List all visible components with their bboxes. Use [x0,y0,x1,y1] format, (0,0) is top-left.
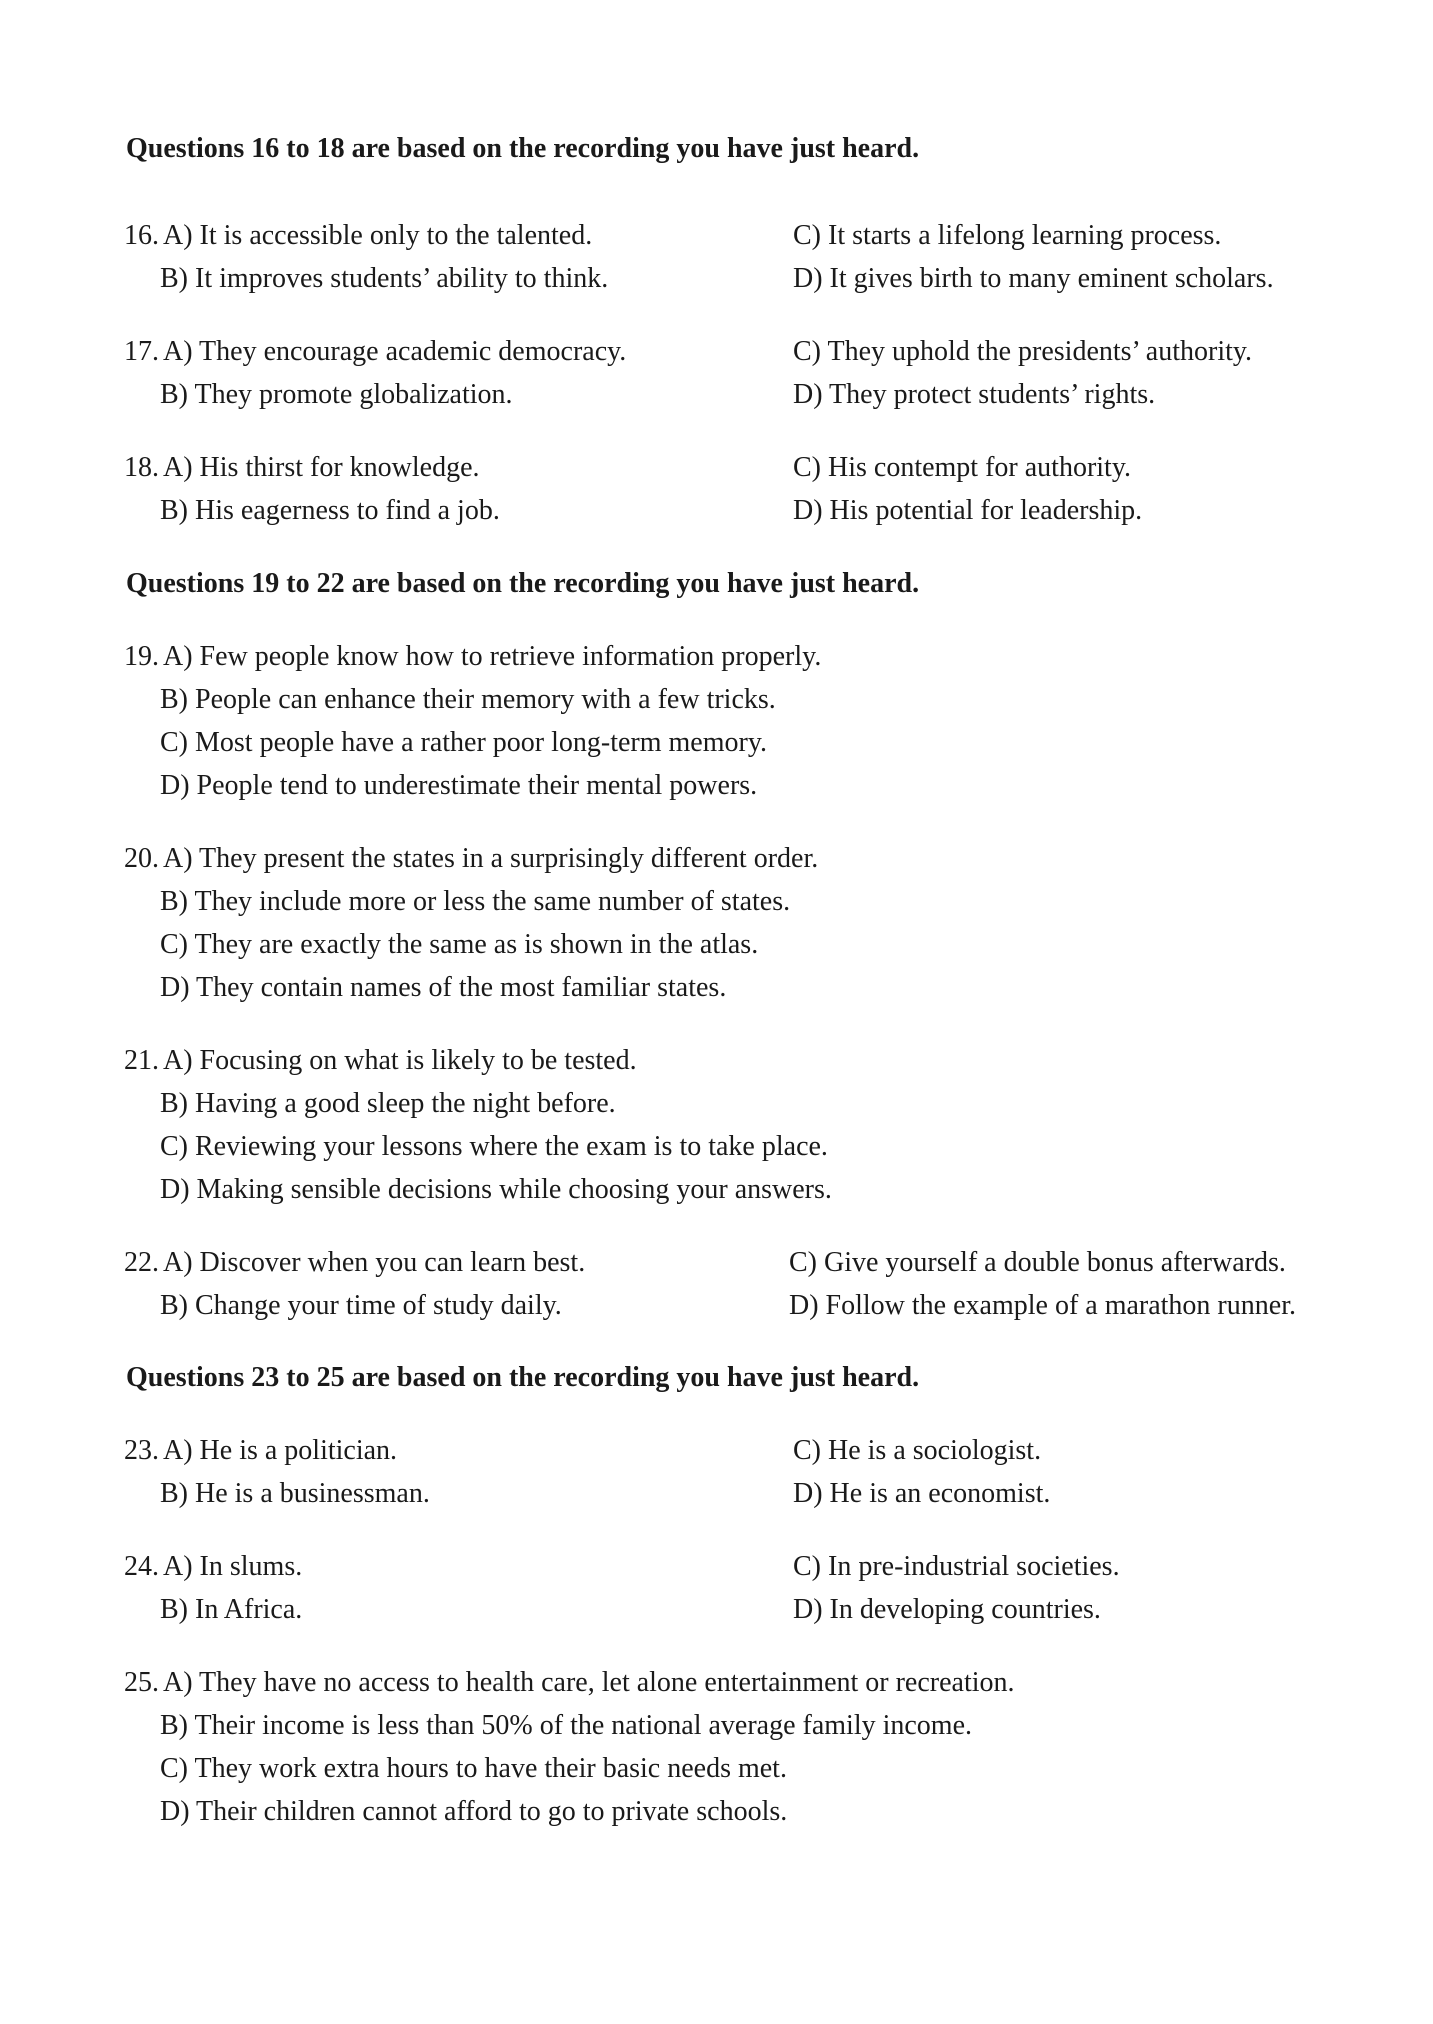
section-heading-23-25: Questions 23 to 25 are based on the recording you have just heard. [126,1362,920,1393]
option-19-b: B) People can enhance their memory with a few tricks. [160,684,776,715]
question-number-22: 22. [124,1247,159,1278]
option-20-b: B) They include more or less the same number of states. [160,886,791,917]
option-24-c: C) In pre-industrial societies. [793,1551,1120,1582]
option-22-b: B) Change your time of study daily. [160,1290,562,1321]
option-20-a: A) They present the states in a surprisingly different order. [163,843,819,874]
option-18-d: D) His potential for leadership. [793,495,1143,526]
option-22-a: A) Discover when you can learn best. [163,1247,586,1278]
question-number-19: 19. [124,641,159,672]
question-number-24: 24. [124,1551,159,1582]
option-16-d: D) It gives birth to many eminent scholars. [793,263,1274,294]
option-21-c: C) Reviewing your lessons where the exam is to take place. [160,1131,828,1162]
option-23-a: A) He is a politician. [163,1435,398,1466]
section-heading-16-18: Questions 16 to 18 are based on the recording you have just heard. [126,133,920,164]
option-23-b: B) He is a businessman. [160,1478,430,1509]
option-20-d: D) They contain names of the most familiar states. [160,972,727,1003]
question-number-25: 25. [124,1667,159,1698]
option-19-d: D) People tend to underestimate their mental powers. [160,770,758,801]
option-17-b: B) They promote globalization. [160,379,513,410]
question-number-16: 16. [124,220,159,251]
option-16-a: A) It is accessible only to the talented. [163,220,593,251]
question-number-23: 23. [124,1435,159,1466]
option-23-c: C) He is a sociologist. [793,1435,1042,1466]
option-22-d: D) Follow the example of a marathon runner. [789,1290,1296,1321]
section-heading-19-22: Questions 19 to 22 are based on the recording you have just heard. [126,568,920,599]
question-number-18: 18. [124,452,159,483]
option-23-d: D) He is an economist. [793,1478,1051,1509]
option-16-b: B) It improves students’ ability to think. [160,263,609,294]
option-17-a: A) They encourage academic democracy. [163,336,627,367]
option-24-a: A) In slums. [163,1551,303,1582]
option-16-c: C) It starts a lifelong learning process. [793,220,1222,251]
option-17-d: D) They protect students’ rights. [793,379,1156,410]
question-number-21: 21. [124,1045,159,1076]
option-24-d: D) In developing countries. [793,1594,1101,1625]
option-22-c: C) Give yourself a double bonus afterwards. [789,1247,1286,1278]
option-17-c: C) They uphold the presidents’ authority. [793,336,1253,367]
option-25-c: C) They work extra hours to have their basic needs met. [160,1753,787,1784]
option-21-b: B) Having a good sleep the night before. [160,1088,616,1119]
option-21-d: D) Making sensible decisions while choosing your answers. [160,1174,832,1205]
option-20-c: C) They are exactly the same as is shown in the atlas. [160,929,759,960]
option-21-a: A) Focusing on what is likely to be tested. [163,1045,637,1076]
option-19-c: C) Most people have a rather poor long-term memory. [160,727,768,758]
option-19-a: A) Few people know how to retrieve information properly. [163,641,822,672]
option-25-b: B) Their income is less than 50% of the national average family income. [160,1710,973,1741]
question-number-17: 17. [124,336,159,367]
option-18-b: B) His eagerness to find a job. [160,495,500,526]
question-number-20: 20. [124,843,159,874]
option-25-d: D) Their children cannot afford to go to private schools. [160,1796,788,1827]
option-25-a: A) They have no access to health care, let alone entertainment or recreation. [163,1667,1015,1698]
option-18-a: A) His thirst for knowledge. [163,452,480,483]
option-18-c: C) His contempt for authority. [793,452,1132,483]
option-24-b: B) In Africa. [160,1594,303,1625]
